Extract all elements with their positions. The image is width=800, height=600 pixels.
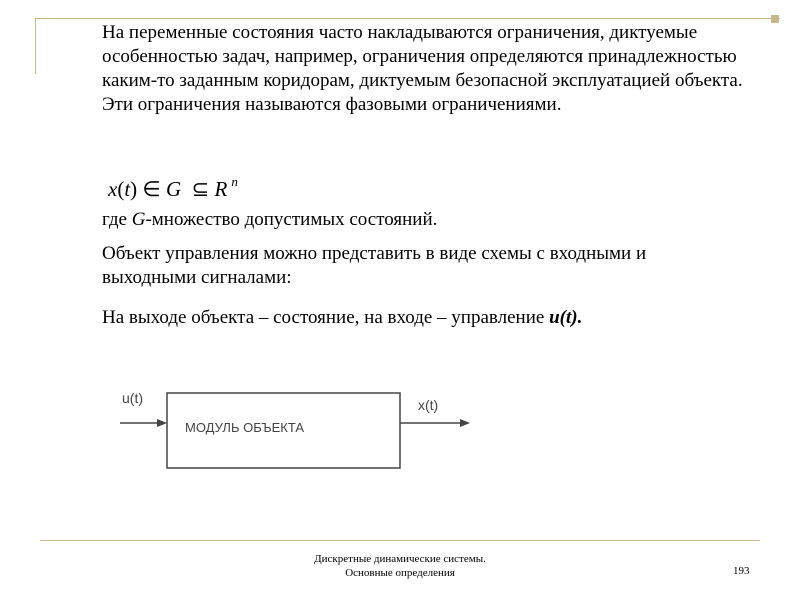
formula-x: x [108,177,118,201]
decorative-corner-square [771,15,779,23]
formula-set-g: G [165,177,182,201]
where-paragraph [102,208,437,232]
page-number: 193 [733,565,750,577]
decorative-frame-top [35,18,780,19]
where-symbol-g: G [131,209,146,230]
footer-line-1: Дискретные динамические системы. [314,553,486,565]
formula-paren-close: ) [130,177,138,201]
diagram-output-arrowhead [460,419,470,427]
footer-line-2: Основные определения [345,567,455,579]
intro-paragraph-block [102,21,762,117]
formula-space-r: R [214,177,228,201]
intro-paragraph: На переменные состояния часто накладываются ограничения, диктуемые особенностью задач, например, ограничения определяются принадлежностью каким-то заданным коридорам, диктуемым безопасной эксплуатацией объекта. Эти ограничения называются фазовыми ограничениями. [102,22,743,115]
formula-element-of: ∈ [142,177,161,201]
formula-t: t [124,177,131,201]
output-paragraph [102,306,582,330]
formula-exponent-n: n [231,174,238,189]
diagram-input-arrowhead [157,419,167,427]
footer-caption [0,552,800,580]
decorative-frame-left [35,18,36,74]
phase-constraint-formula [108,170,238,201]
diagram-output-label: x(t) [418,397,439,413]
object-block-diagram [110,380,510,480]
output-symbol-u: u(t). [549,307,583,328]
where-rest: -множество допустимых состояний. [145,209,438,230]
object-paragraph: Объект управления можно представить в виде схемы с входными и выходными сигналами: [102,243,647,288]
output-text: На выходе объекта – состояние, на входе – управление [102,307,550,328]
diagram-block-label: МОДУЛЬ ОБЪЕКТА [185,420,305,435]
where-prefix: где [102,209,132,230]
footer-divider [40,540,760,541]
formula-subset: ⊆ [191,177,210,201]
formula-paren-open: ( [117,177,125,201]
diagram-input-label: u(t) [122,390,143,406]
